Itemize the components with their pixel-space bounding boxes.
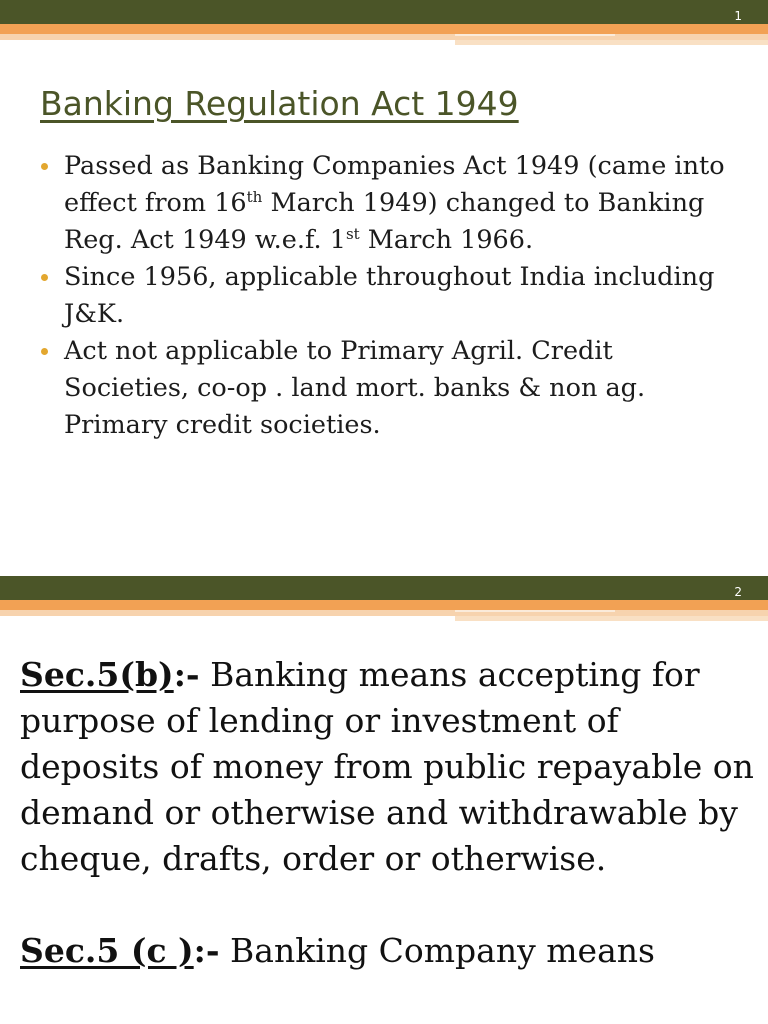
bullet-text: March 1966. (359, 225, 534, 255)
definition-text: Banking means accepting for purpose of lending or investment of deposits of money from public repayable on demand or otherwise and withdrawable by cheque, drafts, order or otherwise. (20, 655, 754, 878)
definitions-body (20, 652, 755, 1020)
slide-title: Banking Regulation Act 1949 (40, 84, 519, 123)
header-light-stripe (455, 40, 768, 45)
slide-2 (0, 576, 768, 1024)
header-dark-stripe (0, 0, 768, 24)
bullet-text: March 1949) changed to Banking Reg. Act 1949 w.e.f. 1 (64, 188, 705, 255)
bullet-text: Act not applicable to Primary Agril. Credit Societies, co-op . land mort. banks & non ag. Primary credit societies. (64, 336, 646, 440)
bullet-dot-icon (41, 348, 48, 355)
definition-paragraph (20, 652, 755, 882)
bullet-text: Passed as Banking Companies Act 1949 (came into effect from 16 (64, 151, 725, 218)
slide-number: 2 (734, 585, 742, 599)
header-highlight-line (455, 610, 615, 612)
slide-header-band (0, 0, 768, 48)
bullet-item (40, 148, 730, 259)
superscript: th (246, 188, 263, 206)
bullet-item (40, 259, 730, 333)
slide-header-band (0, 576, 768, 624)
bullet-item (40, 333, 730, 444)
header-light-stripe (455, 616, 768, 621)
section-separator: :- (193, 931, 220, 970)
bullet-text: Since 1956, applicable throughout India including J&K. (64, 262, 715, 329)
header-highlight-line (455, 34, 615, 36)
header-orange-stripe (0, 24, 768, 34)
header-orange-stripe (0, 600, 768, 610)
superscript: st (345, 225, 360, 243)
bullet-dot-icon (41, 163, 48, 170)
section-separator: :- (173, 655, 200, 694)
definition-text: Banking Company means (219, 931, 655, 970)
bullet-list (40, 148, 730, 444)
definition-paragraph (20, 928, 755, 974)
section-reference: Sec.5 (c ) (20, 931, 194, 970)
bullet-dot-icon (41, 274, 48, 281)
header-dark-stripe (0, 576, 768, 600)
slide-number: 1 (734, 9, 742, 23)
section-reference: Sec.5(b) (20, 655, 174, 694)
